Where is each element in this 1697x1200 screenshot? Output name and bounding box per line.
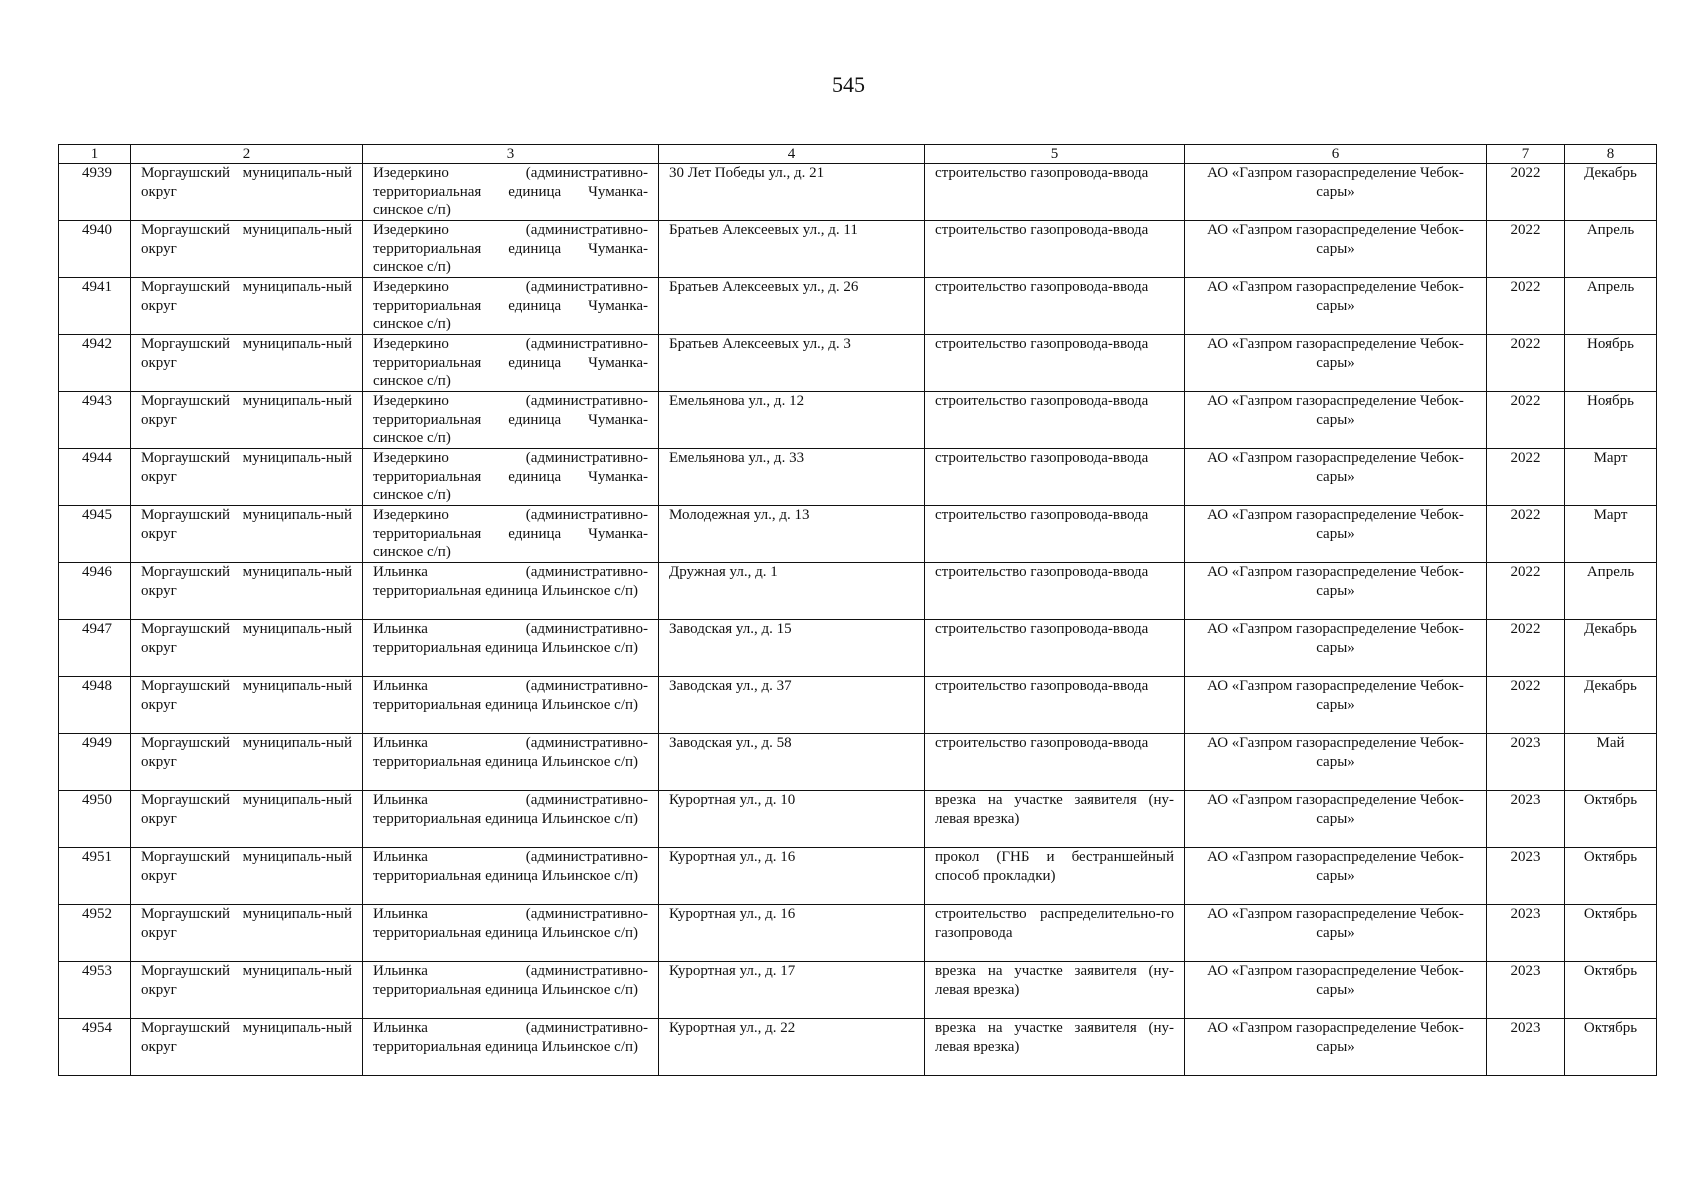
row-number-cell: 4949 (59, 734, 131, 791)
year-cell: 2023 (1487, 791, 1565, 848)
work-type-cell: строительство газопровода-ввода (925, 563, 1185, 620)
table-row (59, 563, 1657, 620)
locality-cell: Ильинка (административно-территориальная единица Ильинское с/п) (363, 677, 659, 734)
column-header-4: 4 (659, 145, 925, 164)
table-row (59, 962, 1657, 1019)
year-cell: 2022 (1487, 335, 1565, 392)
year-cell: 2022 (1487, 392, 1565, 449)
table-row (59, 506, 1657, 563)
month-cell: Октябрь (1565, 962, 1657, 1019)
district-cell: Моргаушский муниципаль-ный округ (131, 563, 363, 620)
locality-cell: Ильинка (административно-территориальная единица Ильинское с/п) (363, 848, 659, 905)
month-cell: Апрель (1565, 278, 1657, 335)
address-cell: 30 Лет Победы ул., д. 21 (659, 164, 925, 221)
month-cell: Октябрь (1565, 1019, 1657, 1076)
row-number-cell: 4951 (59, 848, 131, 905)
column-header-8: 8 (1565, 145, 1657, 164)
organization-cell: АО «Газпром газораспределение Чебок-сары» (1185, 962, 1487, 1019)
year-cell: 2023 (1487, 1019, 1565, 1076)
year-cell: 2023 (1487, 734, 1565, 791)
row-number-cell: 4941 (59, 278, 131, 335)
year-cell: 2022 (1487, 221, 1565, 278)
address-cell: Заводская ул., д. 58 (659, 734, 925, 791)
month-cell: Апрель (1565, 563, 1657, 620)
district-cell: Моргаушский муниципаль-ный округ (131, 1019, 363, 1076)
organization-cell: АО «Газпром газораспределение Чебок-сары» (1185, 563, 1487, 620)
organization-cell: АО «Газпром газораспределение Чебок-сары» (1185, 278, 1487, 335)
organization-cell: АО «Газпром газораспределение Чебок-сары» (1185, 392, 1487, 449)
row-number-cell: 4948 (59, 677, 131, 734)
district-cell: Моргаушский муниципаль-ный округ (131, 278, 363, 335)
organization-cell: АО «Газпром газораспределение Чебок-сары» (1185, 221, 1487, 278)
organization-cell: АО «Газпром газораспределение Чебок-сары» (1185, 164, 1487, 221)
column-header-5: 5 (925, 145, 1185, 164)
locality-cell: Изедеркино (административно-территориальная единица Чуманка-синское с/п) (363, 506, 659, 563)
address-cell: Заводская ул., д. 15 (659, 620, 925, 677)
organization-cell: АО «Газпром газораспределение Чебок-сары» (1185, 677, 1487, 734)
table-row (59, 335, 1657, 392)
address-cell: Курортная ул., д. 22 (659, 1019, 925, 1076)
month-cell: Март (1565, 449, 1657, 506)
work-type-cell: строительство газопровода-ввода (925, 677, 1185, 734)
locality-cell: Изедеркино (административно-территориальная единица Чуманка-синское с/п) (363, 278, 659, 335)
column-header-2: 2 (131, 145, 363, 164)
column-number-header-row (59, 145, 1657, 164)
district-cell: Моргаушский муниципаль-ный округ (131, 848, 363, 905)
address-cell: Братьев Алексеевых ул., д. 3 (659, 335, 925, 392)
work-type-cell: врезка на участке заявителя (ну-левая врезка) (925, 791, 1185, 848)
work-type-cell: строительство газопровода-ввода (925, 392, 1185, 449)
address-cell: Курортная ул., д. 16 (659, 905, 925, 962)
row-number-cell: 4952 (59, 905, 131, 962)
month-cell: Апрель (1565, 221, 1657, 278)
table-row (59, 620, 1657, 677)
organization-cell: АО «Газпром газораспределение Чебок-сары» (1185, 449, 1487, 506)
address-cell: Курортная ул., д. 16 (659, 848, 925, 905)
address-cell: Братьев Алексеевых ул., д. 26 (659, 278, 925, 335)
work-type-cell: строительство газопровода-ввода (925, 449, 1185, 506)
organization-cell: АО «Газпром газораспределение Чебок-сары» (1185, 1019, 1487, 1076)
address-cell: Курортная ул., д. 17 (659, 962, 925, 1019)
table-row (59, 848, 1657, 905)
year-cell: 2023 (1487, 962, 1565, 1019)
locality-cell: Изедеркино (административно-территориальная единица Чуманка-синское с/п) (363, 335, 659, 392)
district-cell: Моргаушский муниципаль-ный округ (131, 164, 363, 221)
address-cell: Дружная ул., д. 1 (659, 563, 925, 620)
organization-cell: АО «Газпром газораспределение Чебок-сары» (1185, 848, 1487, 905)
row-number-cell: 4942 (59, 335, 131, 392)
year-cell: 2022 (1487, 449, 1565, 506)
district-cell: Моргаушский муниципаль-ный округ (131, 677, 363, 734)
organization-cell: АО «Газпром газораспределение Чебок-сары» (1185, 734, 1487, 791)
column-header-3: 3 (363, 145, 659, 164)
table-row (59, 905, 1657, 962)
district-cell: Моргаушский муниципаль-ный округ (131, 791, 363, 848)
table-row (59, 677, 1657, 734)
work-type-cell: строительство газопровода-ввода (925, 734, 1185, 791)
table-row (59, 449, 1657, 506)
district-cell: Моргаушский муниципаль-ный округ (131, 734, 363, 791)
column-header-6: 6 (1185, 145, 1487, 164)
month-cell: Ноябрь (1565, 335, 1657, 392)
row-number-cell: 4954 (59, 1019, 131, 1076)
locality-cell: Ильинка (административно-территориальная единица Ильинское с/п) (363, 905, 659, 962)
month-cell: Май (1565, 734, 1657, 791)
row-number-cell: 4945 (59, 506, 131, 563)
table-row (59, 221, 1657, 278)
row-number-cell: 4946 (59, 563, 131, 620)
locality-cell: Изедеркино (административно-территориальная единица Чуманка-синское с/п) (363, 449, 659, 506)
column-header-1: 1 (59, 145, 131, 164)
row-number-cell: 4943 (59, 392, 131, 449)
year-cell: 2022 (1487, 563, 1565, 620)
year-cell: 2023 (1487, 905, 1565, 962)
address-cell: Курортная ул., д. 10 (659, 791, 925, 848)
work-type-cell: строительство газопровода-ввода (925, 335, 1185, 392)
gasification-register-table (58, 144, 1657, 1076)
year-cell: 2022 (1487, 677, 1565, 734)
month-cell: Декабрь (1565, 164, 1657, 221)
year-cell: 2022 (1487, 620, 1565, 677)
month-cell: Ноябрь (1565, 392, 1657, 449)
row-number-cell: 4947 (59, 620, 131, 677)
table-body (59, 164, 1657, 1076)
locality-cell: Изедеркино (административно-территориальная единица Чуманка-синское с/п) (363, 164, 659, 221)
row-number-cell: 4944 (59, 449, 131, 506)
address-cell: Молодежная ул., д. 13 (659, 506, 925, 563)
year-cell: 2023 (1487, 848, 1565, 905)
work-type-cell: врезка на участке заявителя (ну-левая врезка) (925, 962, 1185, 1019)
month-cell: Декабрь (1565, 677, 1657, 734)
address-cell: Емельянова ул., д. 12 (659, 392, 925, 449)
row-number-cell: 4939 (59, 164, 131, 221)
month-cell: Октябрь (1565, 905, 1657, 962)
month-cell: Декабрь (1565, 620, 1657, 677)
table-row (59, 1019, 1657, 1076)
locality-cell: Ильинка (административно-территориальная единица Ильинское с/п) (363, 620, 659, 677)
table-row (59, 791, 1657, 848)
district-cell: Моргаушский муниципаль-ный округ (131, 221, 363, 278)
address-cell: Братьев Алексеевых ул., д. 11 (659, 221, 925, 278)
locality-cell: Ильинка (административно-территориальная единица Ильинское с/п) (363, 563, 659, 620)
work-type-cell: строительство распределительно-го газопровода (925, 905, 1185, 962)
work-type-cell: строительство газопровода-ввода (925, 221, 1185, 278)
district-cell: Моргаушский муниципаль-ный округ (131, 620, 363, 677)
district-cell: Моргаушский муниципаль-ный округ (131, 449, 363, 506)
table-row (59, 392, 1657, 449)
page-number: 545 (832, 72, 865, 97)
district-cell: Моргаушский муниципаль-ный округ (131, 962, 363, 1019)
row-number-cell: 4940 (59, 221, 131, 278)
year-cell: 2022 (1487, 278, 1565, 335)
address-cell: Заводская ул., д. 37 (659, 677, 925, 734)
work-type-cell: строительство газопровода-ввода (925, 164, 1185, 221)
column-header-7: 7 (1487, 145, 1565, 164)
locality-cell: Ильинка (административно-территориальная единица Ильинское с/п) (363, 1019, 659, 1076)
locality-cell: Ильинка (административно-территориальная единица Ильинское с/п) (363, 791, 659, 848)
row-number-cell: 4950 (59, 791, 131, 848)
year-cell: 2022 (1487, 164, 1565, 221)
organization-cell: АО «Газпром газораспределение Чебок-сары» (1185, 335, 1487, 392)
row-number-cell: 4953 (59, 962, 131, 1019)
work-type-cell: прокол (ГНБ и бестраншейный способ прокладки) (925, 848, 1185, 905)
address-cell: Емельянова ул., д. 33 (659, 449, 925, 506)
month-cell: Март (1565, 506, 1657, 563)
district-cell: Моргаушский муниципаль-ный округ (131, 506, 363, 563)
month-cell: Октябрь (1565, 848, 1657, 905)
table-row (59, 164, 1657, 221)
district-cell: Моргаушский муниципаль-ный округ (131, 905, 363, 962)
district-cell: Моргаушский муниципаль-ный округ (131, 392, 363, 449)
organization-cell: АО «Газпром газораспределение Чебок-сары» (1185, 506, 1487, 563)
locality-cell: Изедеркино (административно-территориальная единица Чуманка-синское с/п) (363, 221, 659, 278)
organization-cell: АО «Газпром газораспределение Чебок-сары» (1185, 791, 1487, 848)
work-type-cell: врезка на участке заявителя (ну-левая врезка) (925, 1019, 1185, 1076)
organization-cell: АО «Газпром газораспределение Чебок-сары» (1185, 905, 1487, 962)
work-type-cell: строительство газопровода-ввода (925, 278, 1185, 335)
locality-cell: Изедеркино (административно-территориальная единица Чуманка-синское с/п) (363, 392, 659, 449)
district-cell: Моргаушский муниципаль-ный округ (131, 335, 363, 392)
table-row (59, 734, 1657, 791)
table-row (59, 278, 1657, 335)
locality-cell: Ильинка (административно-территориальная единица Ильинское с/п) (363, 734, 659, 791)
work-type-cell: строительство газопровода-ввода (925, 620, 1185, 677)
organization-cell: АО «Газпром газораспределение Чебок-сары» (1185, 620, 1487, 677)
locality-cell: Ильинка (административно-территориальная единица Ильинское с/п) (363, 962, 659, 1019)
year-cell: 2022 (1487, 506, 1565, 563)
month-cell: Октябрь (1565, 791, 1657, 848)
work-type-cell: строительство газопровода-ввода (925, 506, 1185, 563)
